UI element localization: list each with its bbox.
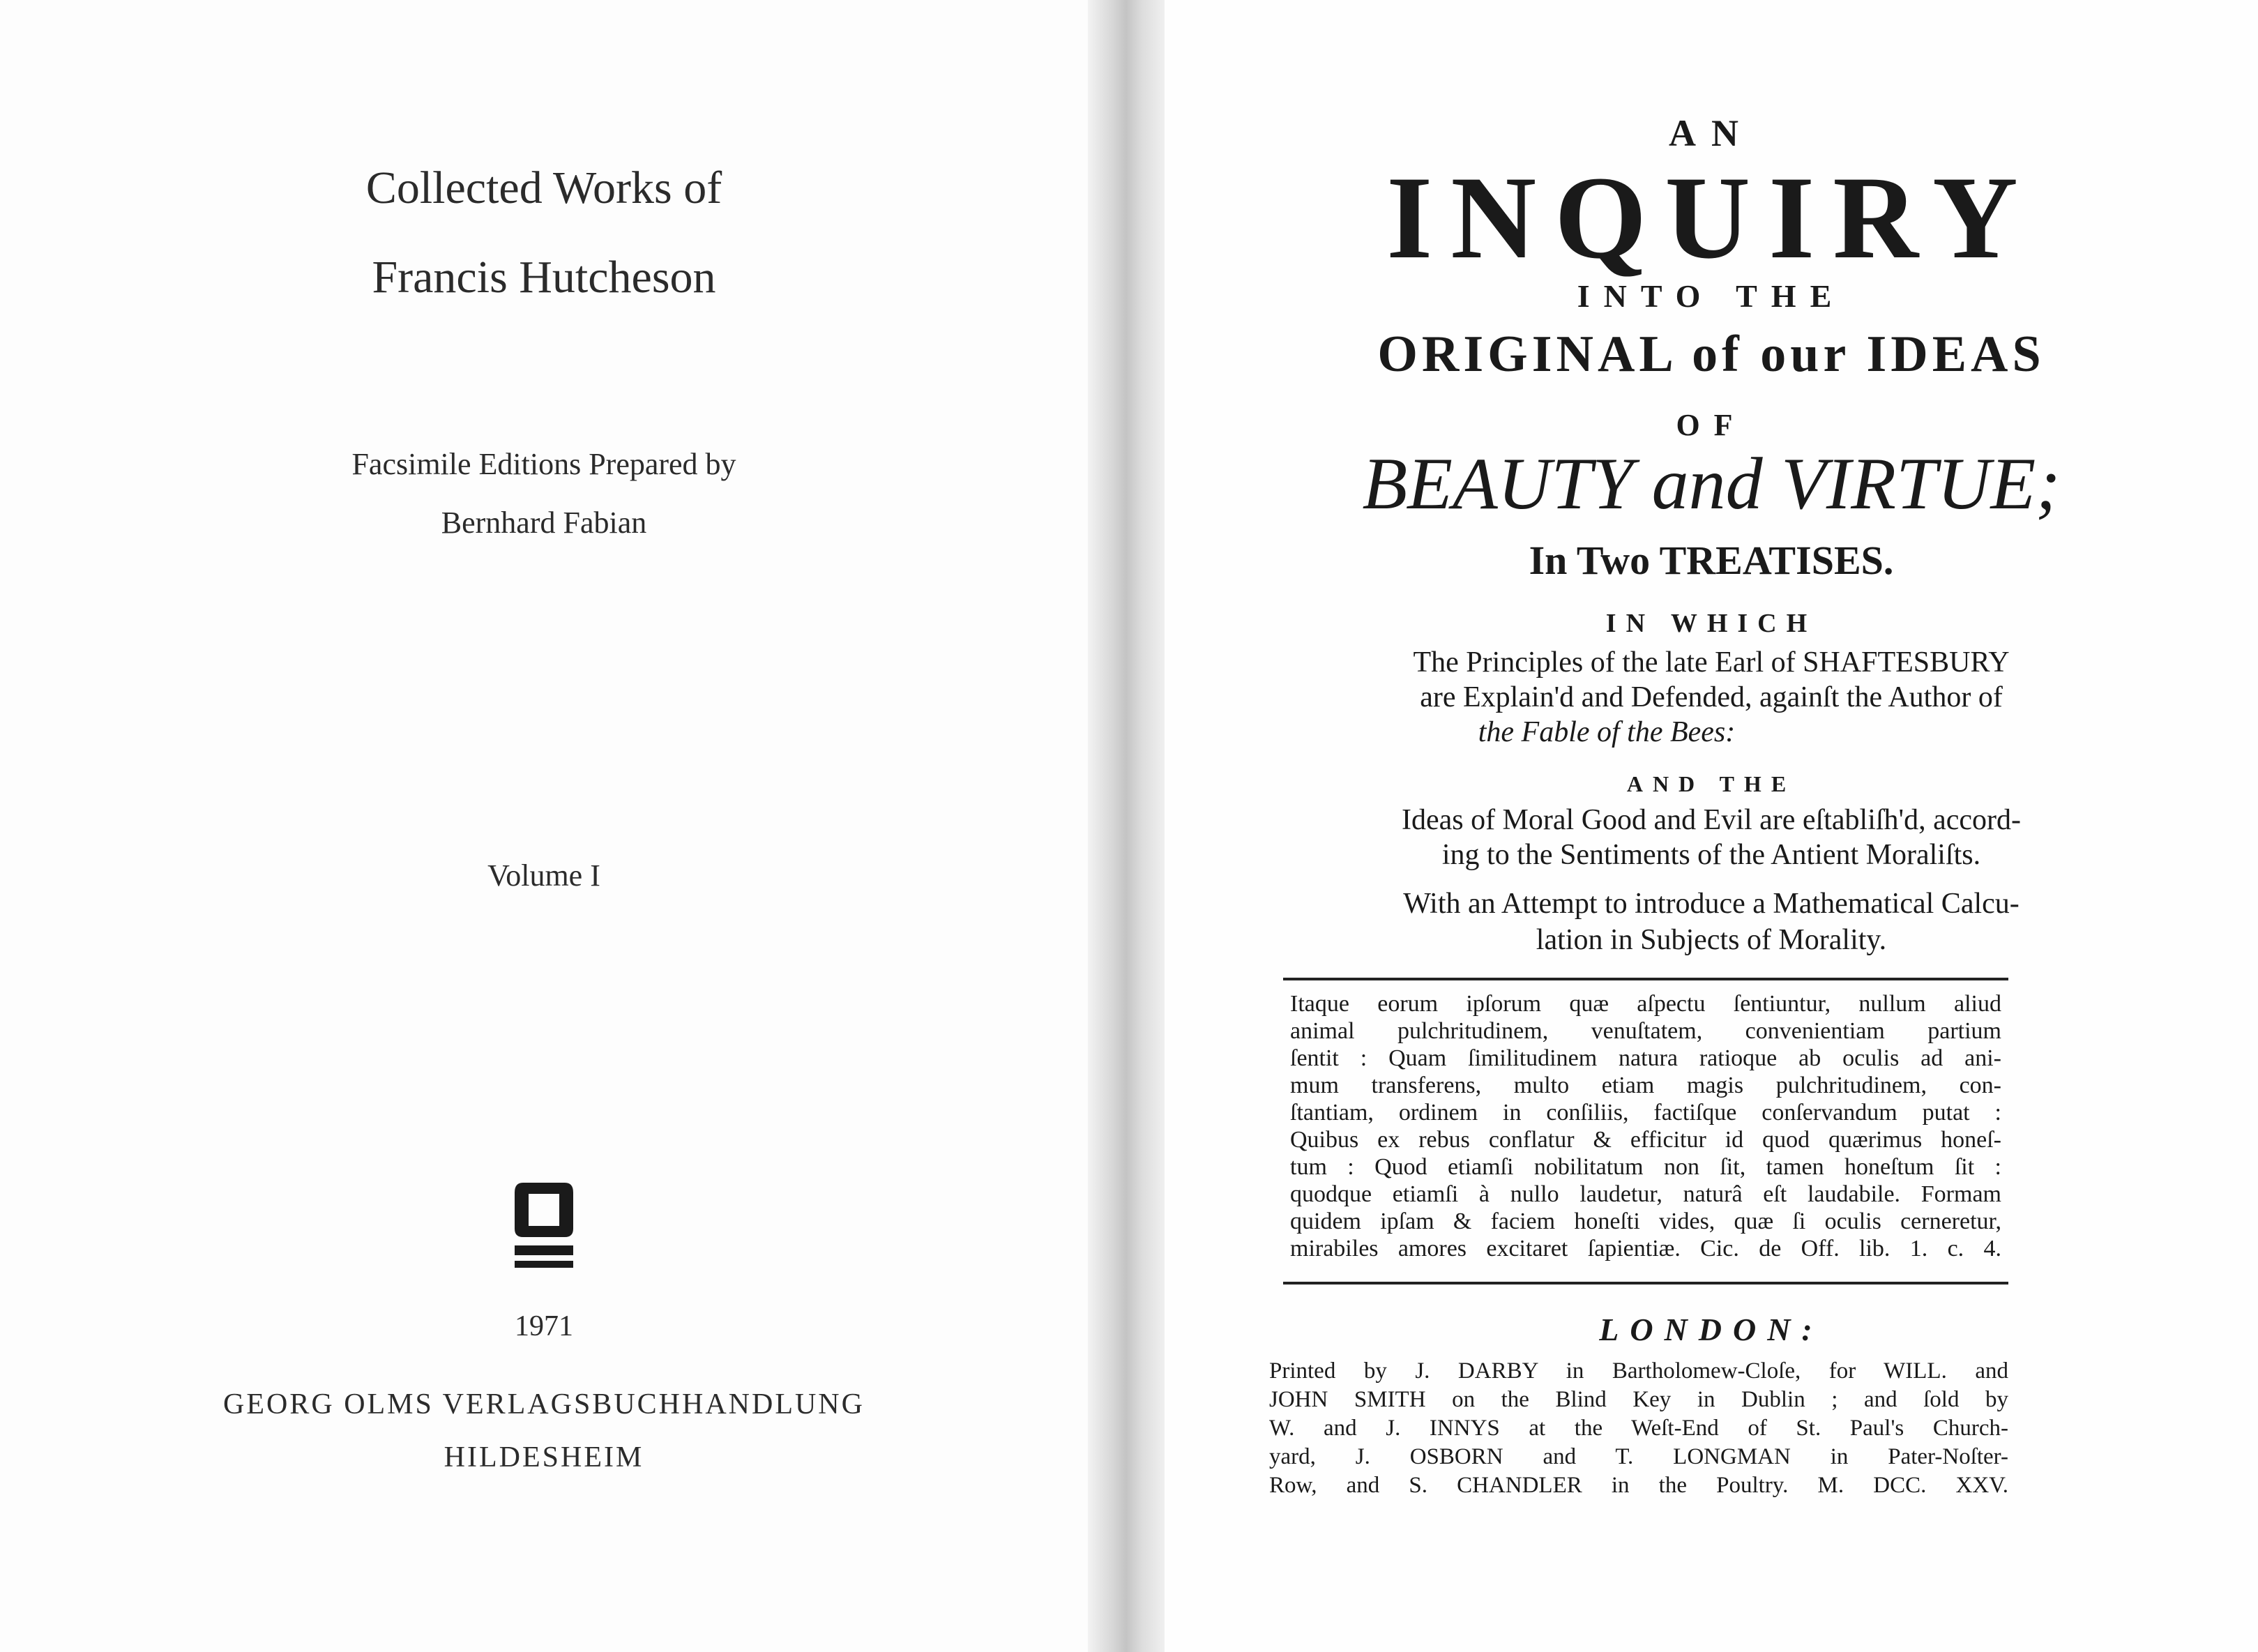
left-page — [0, 0, 1088, 1652]
principles-line1: The Principles of the late Earl of SHAFTESBURY — [1413, 646, 2010, 679]
title-two-treatises: In Two TREATISES. — [1529, 538, 1894, 583]
imprint-line: JOHN SMITH on the Blind Key in Dublin ; and ſold by — [1269, 1387, 2008, 1412]
publication-year: 1971 — [515, 1310, 573, 1342]
title-and-the: AND THE — [1626, 771, 1796, 796]
imprint-line: yard, J. OSBORN and T. LONGMAN in Pater-Noſter- — [1269, 1444, 2008, 1469]
rule-below-quote — [1283, 1282, 2008, 1285]
latin-epigraph — [1290, 990, 2001, 1262]
editors-line2: Bernhard Fabian — [441, 506, 647, 540]
title-page — [1165, 0, 2258, 1652]
publisher-logo — [0, 1179, 1088, 1273]
imprint-london: LONDON: — [1599, 1312, 1824, 1347]
quote-line: mum transferens, multo etiam magis pulchritudinem, con- — [1290, 1073, 2001, 1098]
attempt-line1: With an Attempt to introduce a Mathematical Calcu- — [1403, 888, 2020, 920]
quote-line: ſtantiam, ordinem in conſiliis, factiſque conſervandum putat : — [1290, 1100, 2001, 1126]
imprint-line: W. and J. INNYS at the Weſt-End of St. Paul's Church- — [1269, 1416, 2008, 1441]
quote-line: mirabiles amores excitaret ſapientiæ. Cic. de Off. lib. 1. c. 4. — [1290, 1236, 2001, 1261]
ideas-line1: Ideas of Moral Good and Evil are eſtabliſh'd, accord- — [1401, 804, 2022, 836]
title-of: OF — [1676, 408, 1747, 442]
publisher-name: GEORG OLMS VERLAGSBUCHHANDLUNG — [223, 1388, 865, 1420]
title-an: AN — [1669, 112, 1754, 154]
editors-line1: Facsimile Editions Prepared by — [351, 447, 736, 481]
book-gutter — [1088, 0, 1165, 1652]
imprint-line: Printed by J. DARBY in Bartholomew-Cloſe, for WILL. and — [1269, 1358, 2008, 1384]
principles-line3: the Fable of the Bees: — [1478, 716, 1736, 748]
imprint-line: Row, and S. CHANDLER in the Poultry. M. DCC. XXV. — [1269, 1473, 2008, 1498]
title-original-of-our-ideas: ORIGINAL of our IDEAS — [1377, 326, 2045, 383]
quote-line: Quibus ex rebus conflatur & efficitur id quod quærimus honeſ- — [1290, 1127, 2001, 1153]
quote-line: animal pulchritudinem, venuſtatem, convenientiam partium — [1290, 1018, 2001, 1044]
quote-line: ſentit : Quam ſimilitudinem natura ratioque ab oculis ad ani- — [1290, 1045, 2001, 1071]
title-in-which: IN WHICH — [1605, 609, 1817, 638]
quote-line: quidem ipſam & faciem honeſti vides, quæ ſi oculis cerneretur, — [1290, 1208, 2001, 1234]
series-title-line1: Collected Works of — [365, 162, 722, 213]
quote-line: Itaque eorum ipſorum quæ aſpectu ſentiuntur, nullum aliud — [1290, 991, 2001, 1017]
principles-line2: are Explain'd and Defended, againſt the Author of — [1420, 681, 2003, 713]
quote-line: quodque etiamſi à nullo laudetur, naturâ eſt laudabile. Formam — [1290, 1181, 2001, 1207]
volume-label: Volume I — [487, 858, 600, 893]
imprint-block — [1269, 1357, 2008, 1500]
rule-above-quote — [1283, 978, 2008, 980]
ideas-line2: ing to the Sentiments of the Antient Moraliſts. — [1441, 839, 1981, 871]
series-title-line2: Francis Hutcheson — [372, 252, 716, 303]
title-inquiry: INQUIRY — [1386, 152, 2036, 283]
quote-line: tum : Quod etiamſi nobilitatum non ſit, tamen honeſtum ſit : — [1290, 1154, 2001, 1180]
olms-logo-icon — [509, 1179, 579, 1269]
publisher-city: HILDESHEIM — [444, 1441, 644, 1473]
attempt-line2: lation in Subjects of Morality. — [1536, 924, 1887, 956]
title-beauty-and-virtue: BEAUTY and VIRTUE; — [1362, 443, 2061, 524]
title-into-the: INTO THE — [1577, 278, 1846, 314]
